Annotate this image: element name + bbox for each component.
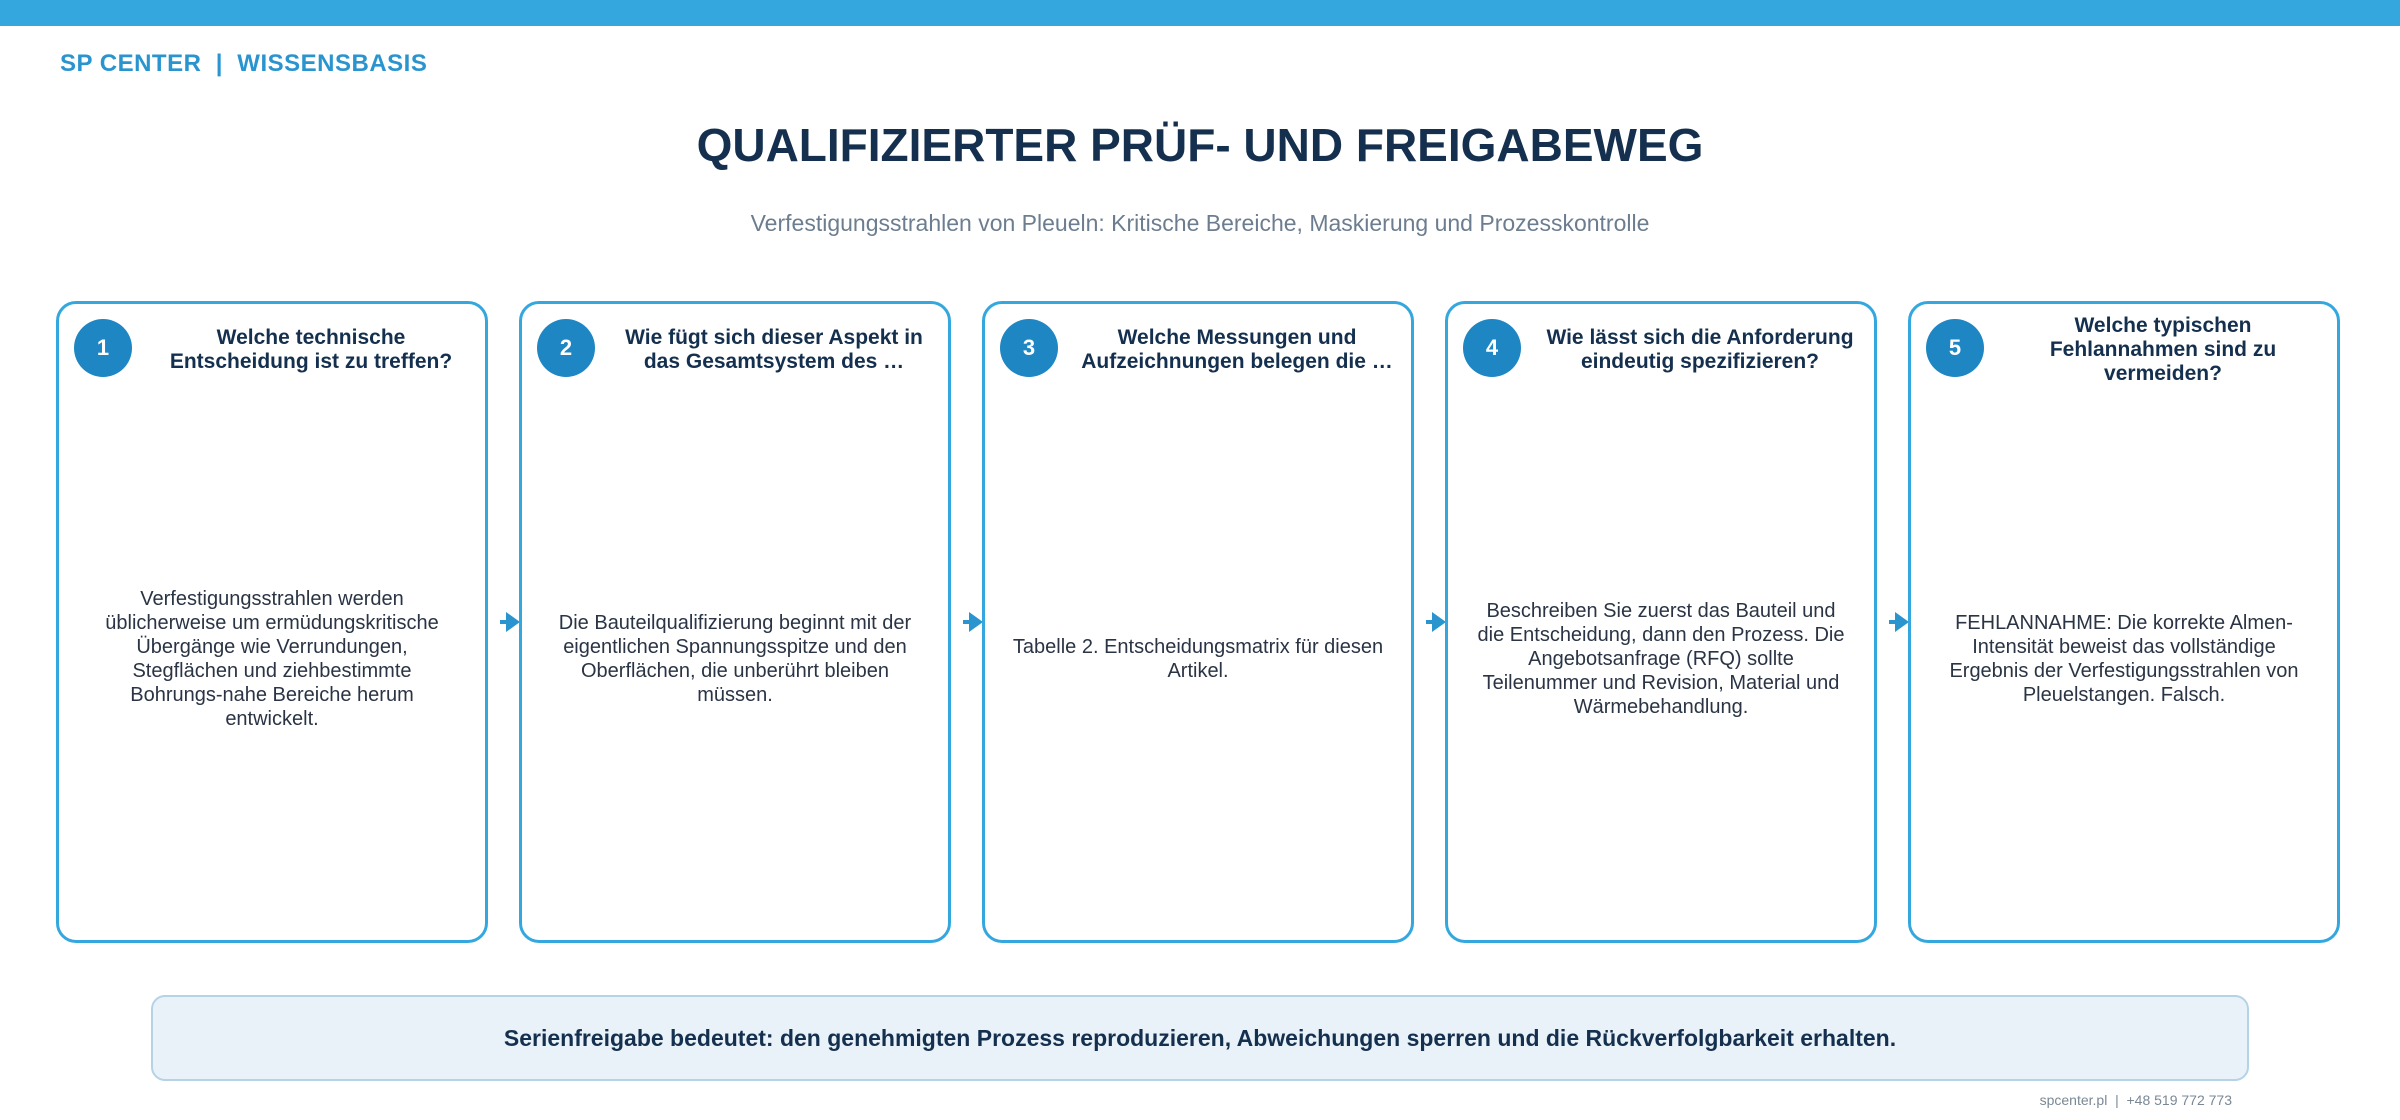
step-title-1: Welche technische Entscheidung ist zu treffen? bbox=[169, 325, 453, 373]
arrow-right-icon bbox=[1895, 612, 1909, 632]
step-badge-3: 3 bbox=[1000, 319, 1058, 377]
step-badge-5: 5 bbox=[1926, 319, 1984, 377]
step-badge-2: 2 bbox=[537, 319, 595, 377]
step-card-2 bbox=[519, 301, 951, 943]
step-title-5: Welche typischen Fehlannahmen sind zu vermeiden? bbox=[2049, 313, 2277, 386]
step-card-1 bbox=[56, 301, 488, 943]
step-card-5 bbox=[1908, 301, 2340, 943]
step-card-4 bbox=[1445, 301, 1877, 943]
step-body-4: Beschreiben Sie zuerst das Bauteil und die Entscheidung, dann den Prozess. Die Angebotsanfrage (RFQ) sollte Teilenummer und Revision, Material und Wärmebehandlung. bbox=[1477, 600, 1845, 718]
step-body-2: Die Bauteilqualifizierung beginnt mit der eigentlichen Spannungsspitze und den Oberflächen, die unberührt bleiben müssen. bbox=[558, 612, 912, 706]
step-body-3: Tabelle 2. Entscheidungsmatrix für diesen Artikel. bbox=[1012, 636, 1384, 682]
step-badge-4: 4 bbox=[1463, 319, 1521, 377]
top-accent-bar bbox=[0, 0, 2400, 26]
footer-contact: spcenter.pl | +48 519 772 773 bbox=[2039, 1092, 2232, 1108]
brand-label: SP CENTER | WISSENSBASIS bbox=[60, 50, 428, 77]
step-title-3: Welche Messungen und Aufzeichnungen belegen die … bbox=[1081, 325, 1393, 373]
page-title: QUALIFIZIERTER PRÜF- UND FREIGABEWEG bbox=[696, 119, 1704, 171]
arrow-right-icon bbox=[969, 612, 983, 632]
step-badge-1: 1 bbox=[74, 319, 132, 377]
arrow-right-icon bbox=[506, 612, 520, 632]
step-card-3 bbox=[982, 301, 1414, 943]
arrow-right-icon bbox=[1432, 612, 1446, 632]
step-body-5: FEHLANNAHME: Die korrekte Almen-Intensität beweist das vollständige Ergebnis der Verfestigungsstrahlen von Pleuelstangen. Falsch. bbox=[1949, 612, 2299, 706]
step-title-2: Wie fügt sich dieser Aspekt in das Gesamtsystem des … bbox=[625, 325, 923, 373]
summary-banner: Serienfreigabe bedeutet: den genehmigten Prozess reproduzieren, Abweichungen sperren und die Rückverfolgbarkeit erhalten. bbox=[151, 995, 2249, 1081]
step-title-4: Wie lässt sich die Anforderung eindeutig spezifizieren? bbox=[1546, 325, 1854, 373]
step-body-1: Verfestigungsstrahlen werden üblicherweise um ermüdungskritische Übergänge wie Verrundungen, Stegflächen und ziehbestimmte Bohrungs-nahe Bereiche herum entwickelt. bbox=[105, 588, 439, 730]
page-subtitle: Verfestigungsstrahlen von Pleueln: Kritische Bereiche, Maskierung und Prozesskontrolle bbox=[750, 210, 1650, 236]
